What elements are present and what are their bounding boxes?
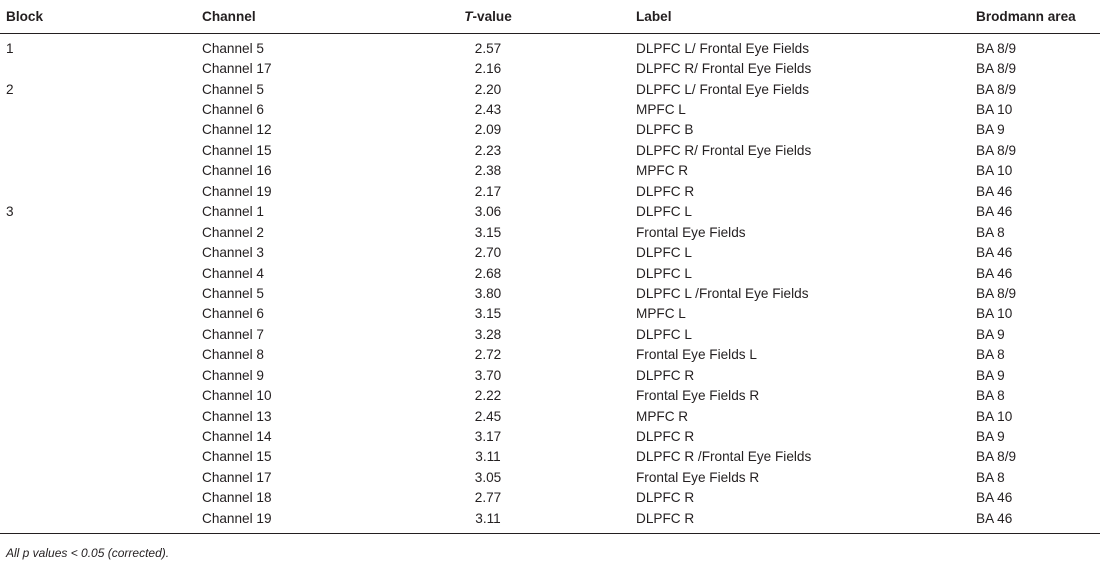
cell-block [0, 161, 202, 181]
cell-label: DLPFC L /Frontal Eye Fields [636, 285, 809, 301]
cell-channel: Channel 10 [202, 388, 272, 404]
cell-channel: Channel 19 [202, 508, 340, 533]
header-block: Block [0, 0, 202, 34]
cell-t-value: 3.17 [474, 429, 502, 445]
cell-block [0, 508, 202, 533]
table-row [0, 79, 1100, 99]
cell-channel: Channel 14 [202, 429, 272, 445]
cell-block [0, 488, 202, 508]
cell-brodmann-area: BA 46 [976, 490, 1013, 506]
cell-block [0, 58, 202, 78]
table-row [0, 181, 1100, 201]
cell-t-value: 2.17 [474, 183, 502, 199]
cell-brodmann-area: BA 46 [976, 204, 1013, 220]
cell-channel: Channel 9 [202, 367, 264, 383]
cell-label: Frontal Eye Fields [636, 224, 746, 240]
cell-label: Frontal Eye Fields R [636, 469, 760, 485]
table-row [0, 58, 1100, 78]
cell-channel: Channel 1 [202, 204, 264, 220]
cell-label: DLPFC R [636, 508, 976, 533]
cell-t-value: 2.68 [474, 265, 502, 281]
cell-brodmann-area: BA 9 [976, 367, 1005, 383]
cell-block: 3 [6, 204, 14, 220]
table-row [0, 263, 1100, 283]
cell-block [0, 283, 202, 303]
header-t-italic: T [464, 9, 473, 24]
cell-t-value: 2.45 [474, 408, 502, 424]
cell-channel: Channel 12 [202, 122, 272, 138]
cell-block [0, 99, 202, 119]
cell-label: DLPFC R [636, 367, 695, 383]
table-row [0, 324, 1100, 344]
cell-t-value: 2.38 [474, 163, 502, 179]
cell-block [0, 385, 202, 405]
cell-brodmann-area: BA 46 [976, 245, 1013, 261]
cell-brodmann-area: BA 8 [976, 347, 1005, 363]
cell-brodmann-area: BA 46 [976, 183, 1013, 199]
cell-channel: Channel 17 [202, 61, 272, 77]
cell-block: 2 [6, 81, 14, 97]
table-row [0, 508, 1100, 533]
header-t-value [340, 0, 636, 34]
cell-channel: Channel 16 [202, 163, 272, 179]
table-row [0, 202, 1100, 222]
cell-block: 1 [6, 40, 14, 56]
table-row [0, 365, 1100, 385]
table-row [0, 34, 1100, 59]
cell-t-value: 2.09 [474, 122, 502, 138]
cell-channel: Channel 7 [202, 326, 264, 342]
cell-label: MPFC L [636, 102, 686, 118]
cell-block [0, 447, 202, 467]
cell-label: DLPFC L [636, 245, 692, 261]
table-body [0, 34, 1100, 534]
header-brodmann-area: Brodmann area [976, 0, 1100, 34]
cell-t-value: 2.20 [474, 81, 502, 97]
cell-block [0, 426, 202, 446]
cell-label: MPFC L [636, 306, 686, 322]
cell-t-value: 2.23 [474, 142, 502, 158]
header-row [0, 0, 1100, 34]
table-row [0, 120, 1100, 140]
cell-brodmann-area: BA 8/9 [976, 285, 1017, 301]
cell-block [0, 263, 202, 283]
cell-block [0, 406, 202, 426]
cell-t-value: 3.11 [475, 449, 501, 465]
cell-t-value: 2.72 [474, 347, 502, 363]
cell-t-value: 3.70 [474, 367, 502, 383]
cell-brodmann-area: BA 10 [976, 408, 1013, 424]
table-row [0, 385, 1100, 405]
cell-block [0, 304, 202, 324]
cell-block [0, 345, 202, 365]
cell-label: DLPFC B [636, 122, 694, 138]
table-row [0, 242, 1100, 262]
cell-t-value: 3.15 [474, 306, 502, 322]
cell-channel: Channel 15 [202, 142, 272, 158]
cell-label: DLPFC L/ Frontal Eye Fields [636, 81, 810, 97]
cell-t-value: 2.77 [474, 490, 502, 506]
cell-brodmann-area: BA 9 [976, 326, 1005, 342]
cell-channel: Channel 13 [202, 408, 272, 424]
cell-label: DLPFC R/ Frontal Eye Fields [636, 142, 812, 158]
cell-channel: Channel 6 [202, 102, 264, 118]
table-row [0, 406, 1100, 426]
cell-brodmann-area: BA 8/9 [976, 449, 1017, 465]
cell-label: DLPFC R/ Frontal Eye Fields [636, 61, 812, 77]
cell-label: Frontal Eye Fields L [636, 347, 757, 363]
cell-brodmann-area: BA 10 [976, 163, 1013, 179]
cell-label: DLPFC R [636, 183, 695, 199]
cell-t-value: 2.43 [474, 102, 502, 118]
cell-t-value: 3.80 [474, 285, 502, 301]
header-label: Label [636, 0, 976, 34]
table-header [0, 0, 1100, 34]
table-row [0, 161, 1100, 181]
cell-label: MPFC R [636, 163, 689, 179]
cell-t-value: 3.28 [474, 326, 502, 342]
cell-brodmann-area: BA 46 [976, 265, 1013, 281]
cell-brodmann-area: BA 8 [976, 388, 1005, 404]
cell-channel: Channel 8 [202, 347, 264, 363]
cell-brodmann-area: BA 8/9 [976, 61, 1017, 77]
cell-t-value: 3.15 [474, 224, 502, 240]
table-row [0, 488, 1100, 508]
cell-t-value: 3.05 [474, 469, 502, 485]
cell-block [0, 140, 202, 160]
cell-channel: Channel 2 [202, 224, 264, 240]
cell-block [0, 467, 202, 487]
cell-t-value: 2.22 [474, 388, 502, 404]
table-row [0, 283, 1100, 303]
cell-channel: Channel 6 [202, 306, 264, 322]
cell-block [0, 324, 202, 344]
table-row [0, 426, 1100, 446]
cell-channel: Channel 3 [202, 245, 264, 261]
cell-t-value: 2.70 [474, 245, 502, 261]
cell-brodmann-area: BA 8/9 [976, 81, 1017, 97]
cell-t-value: 2.57 [474, 40, 502, 56]
cell-brodmann-area: BA 9 [976, 429, 1005, 445]
cell-channel: Channel 17 [202, 469, 272, 485]
cell-t-value: 2.16 [474, 61, 502, 77]
table-row [0, 467, 1100, 487]
cell-label: DLPFC L [636, 326, 692, 342]
table-row [0, 345, 1100, 365]
table-row [0, 447, 1100, 467]
header-channel: Channel [202, 0, 340, 34]
cell-brodmann-area: BA 8 [976, 224, 1005, 240]
cell-label: DLPFC R /Frontal Eye Fields [636, 449, 812, 465]
cell-channel: Channel 19 [202, 183, 272, 199]
cell-channel: Channel 5 [202, 40, 264, 56]
cell-label: DLPFC R [636, 429, 695, 445]
table-footnote: All p values < 0.05 (corrected). [6, 546, 170, 560]
header-t-rest: -value [472, 9, 512, 24]
cell-channel: Channel 18 [202, 490, 272, 506]
cell-label: Frontal Eye Fields R [636, 388, 760, 404]
cell-block [0, 120, 202, 140]
cell-brodmann-area: BA 8/9 [976, 142, 1017, 158]
cell-label: DLPFC L [636, 204, 692, 220]
cell-label: DLPFC L/ Frontal Eye Fields [636, 40, 810, 56]
cell-label: DLPFC R [636, 490, 695, 506]
cell-channel: Channel 5 [202, 285, 264, 301]
table-row [0, 140, 1100, 160]
cell-brodmann-area: BA 8/9 [976, 40, 1017, 56]
cell-brodmann-area: BA 10 [976, 102, 1013, 118]
cell-block [0, 222, 202, 242]
cell-t-value: 3.11 [340, 508, 636, 533]
cell-brodmann-area: BA 46 [976, 508, 1100, 533]
cell-channel: Channel 5 [202, 81, 264, 97]
table-row [0, 304, 1100, 324]
cell-t-value: 3.06 [474, 204, 502, 220]
cell-brodmann-area: BA 9 [976, 122, 1005, 138]
cell-brodmann-area: BA 8 [976, 469, 1005, 485]
table-row [0, 222, 1100, 242]
cell-label: MPFC R [636, 408, 689, 424]
cell-brodmann-area: BA 10 [976, 306, 1013, 322]
table-row [0, 99, 1100, 119]
cell-block [0, 181, 202, 201]
cell-channel: Channel 15 [202, 449, 272, 465]
cell-block [0, 242, 202, 262]
cell-label: DLPFC L [636, 265, 692, 281]
cell-channel: Channel 4 [202, 265, 264, 281]
cell-block [0, 365, 202, 385]
